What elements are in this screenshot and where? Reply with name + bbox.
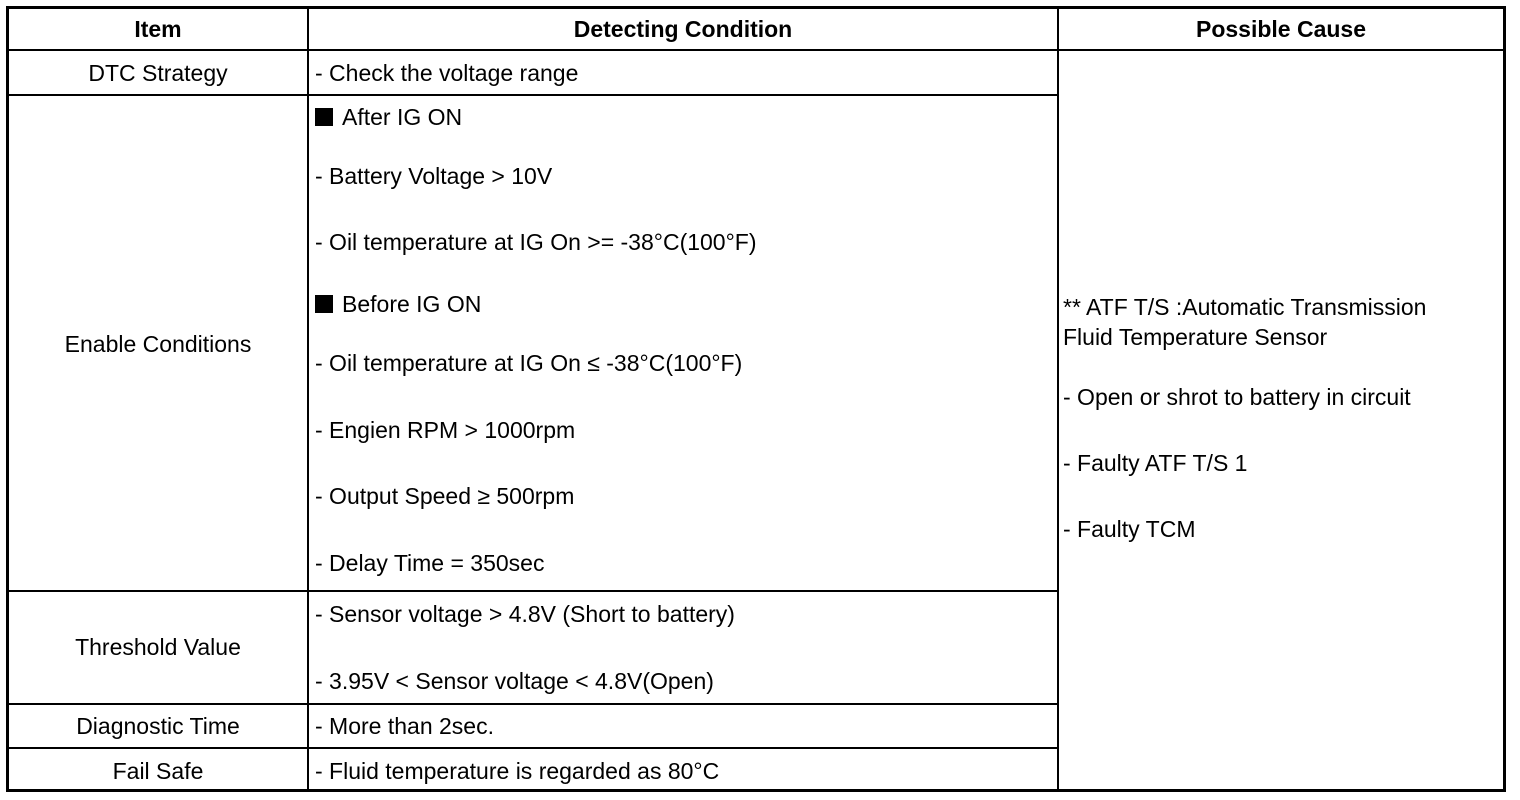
condition-engine-rpm: - Engien RPM > 1000rpm	[315, 417, 576, 443]
header-divider	[9, 49, 1503, 51]
condition-diagnostic-time: - More than 2sec.	[315, 713, 494, 739]
cause-faulty-atf-ts: - Faulty ATF T/S 1	[1063, 450, 1248, 476]
dtc-info-table	[6, 6, 1506, 792]
item-dtc-strategy: DTC Strategy	[88, 60, 228, 86]
item-threshold-value: Threshold Value	[75, 634, 241, 660]
cause-note-line1: ** ATF T/S :Automatic Transmission	[1063, 294, 1427, 320]
row-divider-1	[9, 94, 1059, 96]
square-bullet-icon	[315, 295, 333, 313]
item-fail-safe: Fail Safe	[112, 758, 204, 784]
condition-fail-safe: - Fluid temperature is regarded as 80°C	[315, 758, 720, 784]
condition-dtc-strategy: - Check the voltage range	[315, 60, 579, 86]
row-divider-4	[9, 747, 1059, 749]
cause-note-line2: Fluid Temperature Sensor	[1063, 324, 1328, 350]
condition-output-speed: - Output Speed ≥ 500rpm	[315, 483, 575, 509]
item-enable-conditions: Enable Conditions	[64, 331, 252, 357]
condition-short-to-battery: - Sensor voltage > 4.8V (Short to battery)	[315, 601, 735, 627]
after-ig-on-label: After IG ON	[342, 104, 463, 130]
column-divider-2	[1057, 9, 1059, 789]
condition-open: - 3.95V < Sensor voltage < 4.8V(Open)	[315, 668, 714, 694]
before-ig-on-label: Before IG ON	[342, 291, 482, 317]
cause-open-or-short: - Open or shrot to battery in circuit	[1063, 384, 1411, 410]
square-bullet-icon	[315, 108, 333, 126]
row-divider-3	[9, 703, 1059, 705]
header-item: Item	[134, 16, 182, 42]
section-after-ig-on	[315, 103, 462, 131]
cause-faulty-tcm: - Faulty TCM	[1063, 516, 1196, 542]
header-possible-cause: Possible Cause	[1195, 16, 1367, 42]
condition-battery-voltage: - Battery Voltage > 10V	[315, 163, 553, 189]
item-diagnostic-time: Diagnostic Time	[76, 713, 240, 739]
condition-delay-time: - Delay Time = 350sec	[315, 550, 545, 576]
condition-oil-temp-after: - Oil temperature at IG On >= -38°C(100°F)	[315, 229, 757, 255]
row-divider-2	[9, 590, 1059, 592]
header-detecting-condition: Detecting Condition	[573, 16, 793, 42]
condition-oil-temp-before: - Oil temperature at IG On ≤ -38°C(100°F)	[315, 350, 743, 376]
section-before-ig-on	[315, 290, 481, 318]
column-divider-1	[307, 9, 309, 789]
